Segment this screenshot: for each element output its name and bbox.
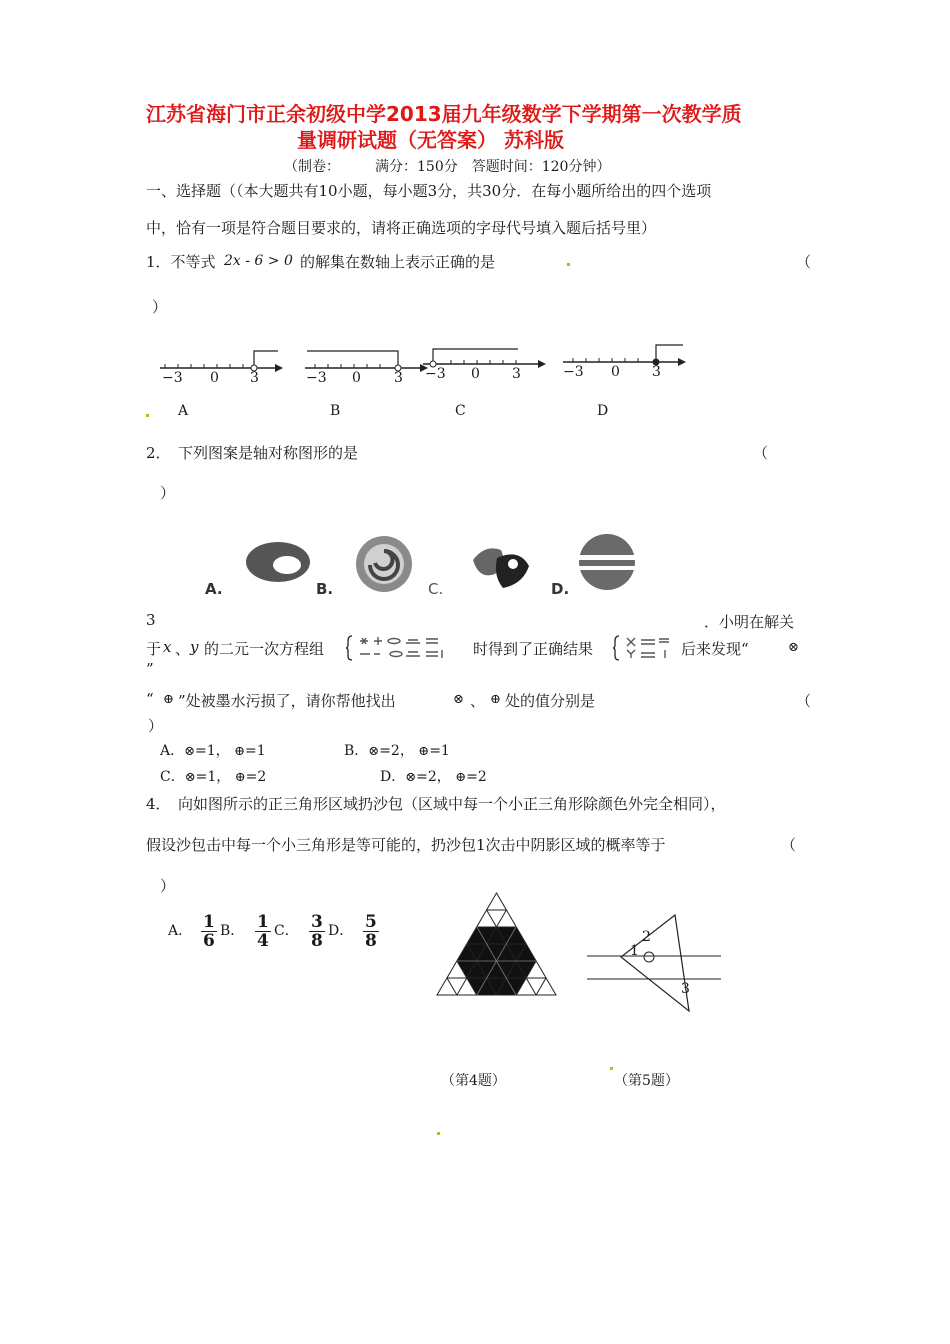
q3-number: 3 (146, 611, 156, 629)
q1-option-b: B (330, 403, 341, 419)
q3-oplus-ref-2: ⊕ (490, 692, 501, 707)
q3-line2-d: 后来发现“ (681, 640, 749, 658)
section-heading-line-2: 中，恰有一项是符合题目要求的，请将正确选项的字母代号填入题后括号里） (146, 219, 657, 237)
number-line-c-tick-neg3: −3 (425, 366, 446, 382)
number-line-d-tick-3: 3 (652, 364, 661, 380)
q1-prefix: 1．不等式 (146, 253, 216, 271)
q4-option-a-fraction: $\frac{1}{6}$ (203, 912, 215, 951)
q3-line2-b: 的二元一次方程组 (204, 640, 325, 658)
number-line-c-tick-3: 3 (512, 366, 521, 382)
figure-5-angle-1: 1 (630, 943, 639, 959)
otimes-symbol: ⊗ (184, 770, 196, 785)
q3-line2-a: 于 (146, 640, 162, 658)
q3-line3-b: ”处被墨水污损了，请你帮他找出 (178, 692, 396, 710)
exam-info: （制卷： 满分：150分 答题时间：120分钟） (284, 159, 611, 175)
q3-option-a: A．⊗=1， ⊕=1 (160, 743, 266, 759)
q4-option-a-label: A． (168, 923, 193, 939)
q4-option-b-fraction: $\frac{1}{4}$ (257, 912, 269, 951)
q1-option-d: D (597, 403, 609, 419)
q4-option-c-fraction: $\frac{3}{8}$ (311, 912, 323, 951)
q4-option-d-label: D． (328, 923, 354, 939)
oplus-symbol: ⊕ (418, 744, 430, 759)
q1-option-a: A (178, 403, 189, 419)
number-line-b-tick-neg3: −3 (306, 370, 327, 386)
q3-quote-close: ” (146, 660, 154, 678)
title-line-2: 量调研试题（无答案） 苏科版 (297, 128, 564, 152)
q4-line-2: 假设沙包击中每一个小三角形是等可能的，扔沙包1次击中阴影区域的概率等于 (146, 836, 666, 854)
q3-text-right: ．小明在解关 (704, 613, 795, 631)
q1-suffix: 的解集在数轴上表示正确的是 (300, 253, 496, 271)
title-line-1: 江苏省海门市正余初级中学2013届九年级数学下学期第一次教学质 (146, 102, 742, 126)
q3-oplus-ref-1: ⊕ (163, 692, 174, 707)
number-line-d-tick-0: 0 (611, 364, 620, 380)
number-line-a-tick-neg3: −3 (162, 370, 183, 386)
figure-4-triangle-grid (436, 888, 558, 1006)
number-line-d-tick-neg3: −3 (563, 364, 584, 380)
q4-option-b-label: B． (220, 923, 245, 939)
q4-line-1: 4． 向如图所示的正三角形区域扔沙包（区域中每一个小正三角形除颜色外完全相同）， (146, 795, 726, 813)
q2-paren-close: ） (160, 484, 176, 502)
q3-system-smudged (346, 634, 471, 662)
figure-4-caption: （第4题） (441, 1073, 506, 1089)
q2-paren-open: （ (753, 444, 769, 462)
q1-option-c: C (455, 403, 466, 419)
speck (437, 1132, 440, 1135)
oplus-symbol: ⊕ (455, 770, 467, 785)
q3-otimes-ref-2: ⊗ (453, 692, 464, 707)
number-line-a-tick-0: 0 (210, 370, 219, 386)
oplus-symbol: ⊕ (234, 744, 246, 759)
speck (567, 263, 570, 266)
q3-var-y: y (190, 638, 199, 656)
number-line-b-tick-3: 3 (394, 370, 403, 386)
figure-5-caption: （第5题） (614, 1073, 679, 1089)
oplus-symbol: ⊕ (234, 770, 246, 785)
q1-paren-close: ） (152, 298, 168, 316)
figure-5-angle-2: 2 (642, 929, 651, 945)
q3-option-c: C．⊗=1， ⊕=2 (160, 769, 267, 785)
figure-5-angle-3: 3 (681, 981, 690, 997)
otimes-symbol: ⊗ (405, 770, 417, 785)
q3-sep: 、 (175, 640, 191, 658)
number-line-b-tick-0: 0 (352, 370, 361, 386)
number-line-a-tick-3: 3 (250, 370, 259, 386)
q2-option-d: D. (551, 580, 570, 598)
q3-paren-close: ） (148, 717, 164, 735)
q2-figure-a (243, 538, 313, 588)
q2-figure-d (578, 533, 636, 591)
q4-paren-close: ） (160, 877, 176, 895)
otimes-symbol: ⊗ (368, 744, 380, 759)
section-heading-line-1: 一、选择题（（本大题共有10小题，每小题3分，共30分．在每小题所给出的四个选项 (146, 182, 712, 200)
q2-figure-c (467, 540, 537, 595)
q3-option-d: D．⊗=2， ⊕=2 (380, 769, 487, 785)
q3-line3-d: 处的值分别是 (505, 692, 596, 710)
q4-option-d-fraction: $\frac{5}{8}$ (365, 912, 377, 951)
q3-line3-c: 、 (470, 692, 486, 710)
q1-inequality: 2x - 6 > 0 (224, 253, 293, 269)
q3-solution-smudged (613, 634, 675, 662)
number-line-c-tick-0: 0 (471, 366, 480, 382)
q2-figure-b (355, 535, 413, 593)
speck (146, 414, 149, 417)
q3-option-b: B．⊗=2， ⊕=1 (344, 743, 450, 759)
q2-option-a: A. (205, 580, 223, 598)
speck (610, 1067, 613, 1070)
otimes-symbol: ⊗ (184, 744, 196, 759)
q3-otimes-ref-1: ⊗ (788, 640, 799, 655)
q2-option-c: C. (428, 580, 444, 598)
q3-paren-open: （ (796, 692, 812, 710)
q2-text: 2． 下列图案是轴对称图形的是 (146, 444, 359, 462)
q1-paren-open: （ (796, 253, 812, 271)
q2-option-b: B. (316, 580, 334, 598)
q4-paren-open: （ (781, 836, 797, 854)
q3-var-x: x (163, 638, 172, 656)
q4-option-c-label: C． (274, 923, 299, 939)
q3-line2-c: 时得到了正确结果 (473, 640, 594, 658)
q3-line3-a: “ (146, 690, 154, 708)
figure-5-parallel-lines (585, 913, 725, 1018)
